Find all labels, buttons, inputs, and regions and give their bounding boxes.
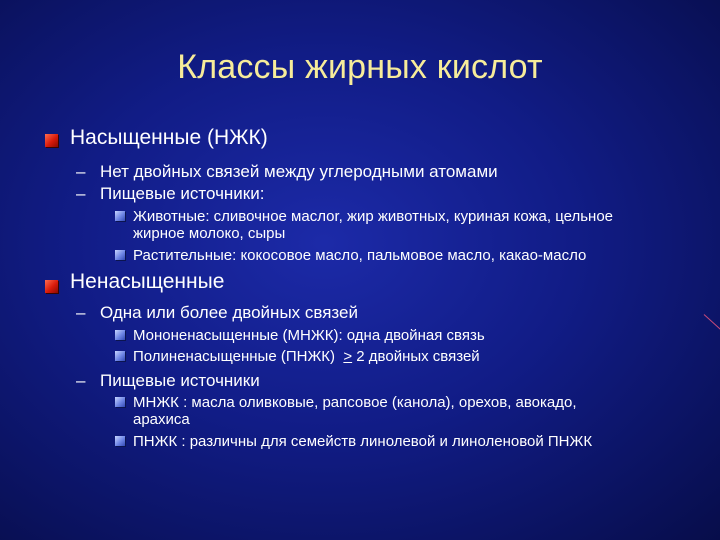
point-double-bonds [76, 303, 358, 323]
point-no-double-bonds [76, 162, 498, 182]
dash-bullet: – [76, 371, 86, 390]
mufa-sources [133, 394, 718, 428]
source-plant: Растительные: кокосовое масло, пальмовое масло, какао-масло [133, 247, 587, 264]
square-bullet-icon [115, 397, 125, 407]
source-animal [133, 208, 718, 242]
pufa-sources: ПНЖК : различны для семейств линолевой и линоленовой ПНЖК [133, 433, 593, 450]
square-bullet-icon [115, 211, 125, 221]
point-text: Пищевые источники: [100, 184, 265, 203]
source-animal-line1: Животные: сливочное маслоr, жир животных, куриная кожа, цельное [133, 208, 614, 225]
dash-bullet: – [76, 303, 86, 322]
heading-unsaturated: Ненасыщенные [70, 270, 225, 293]
mufa-item: Мононенасыщенные (МНЖК): одна двойная связь [133, 327, 485, 344]
mufa-sources-line1: МНЖК : масла оливковые, рапсовое (канола), орехов, авокадо, [133, 394, 577, 411]
point-food-sources-2 [76, 371, 260, 391]
square-bullet-icon [45, 280, 58, 293]
source-animal-line2: жирное молоко, сыры [133, 225, 286, 242]
pufa-label: Полиненасыщенные (ПНЖК) [133, 348, 344, 365]
point-text: Нет двойных связей между углеродными атомами [100, 162, 498, 181]
square-bullet-icon [115, 250, 125, 260]
square-bullet-icon [45, 134, 58, 147]
dash-bullet: – [76, 184, 86, 203]
point-text: Одна или более двойных связей [100, 303, 358, 322]
pufa-item [133, 348, 718, 365]
dash-bullet: – [76, 162, 86, 181]
greater-equal-symbol: > [343, 348, 353, 365]
square-bullet-icon [115, 351, 125, 361]
mufa-sources-line2: арахиса [133, 411, 190, 428]
point-text: Пищевые источники [100, 371, 260, 390]
slide-title: Классы жирных кислот [177, 48, 543, 86]
square-bullet-icon [115, 330, 125, 340]
pufa-count: 2 двойных связей [352, 348, 480, 365]
point-food-sources [76, 184, 264, 204]
heading-saturated: Насыщенные (НЖК) [70, 126, 268, 149]
square-bullet-icon [115, 436, 125, 446]
